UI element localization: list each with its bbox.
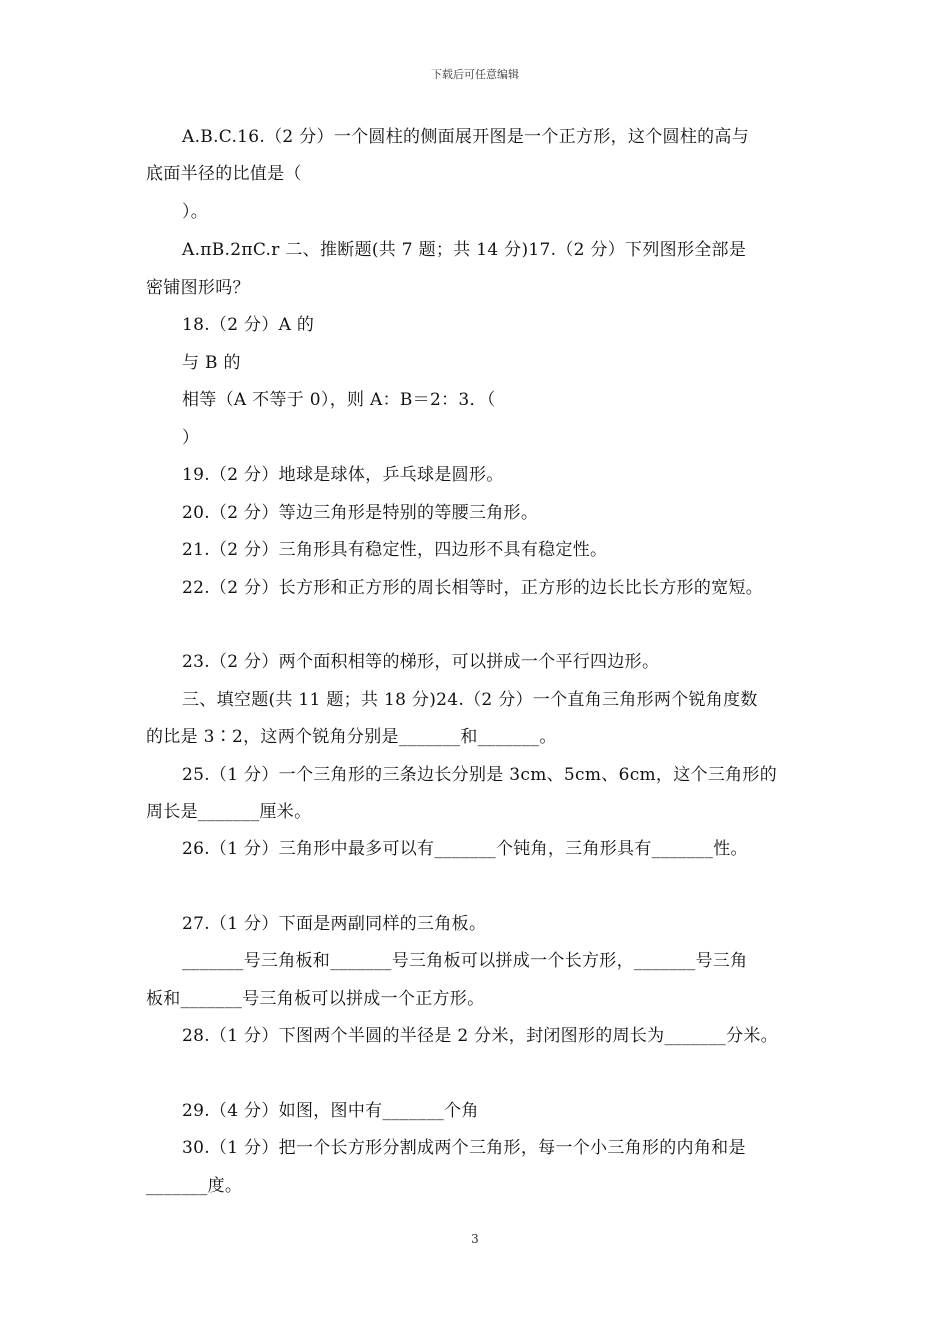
question-24-line-2: 的比是 3∶2，这两个锐角分别是_______和_______。	[146, 727, 557, 747]
question-18-line-1: 18.（2 分）A 的	[182, 315, 315, 335]
question-25-line-2: 周长是_______厘米。	[146, 802, 312, 822]
question-16-line-2: 底面半径的比值是（	[146, 164, 302, 184]
page-header: 下载后可任意编辑	[431, 68, 519, 81]
question-20: 20.（2 分）等边三角形是特别的等腰三角形。	[182, 503, 539, 523]
question-28: 28.（1 分）下图两个半圆的半径是 2 分米，封闭图形的周长为_______分米。	[182, 1026, 778, 1046]
question-22: 22.（2 分）长方形和正方形的周长相等时，正方形的边长比长方形的宽短。	[182, 578, 764, 598]
question-25-line-1: 25.（1 分）一个三角形的三条边长分别是 3cm、5cm、6cm，这个三角形的	[182, 765, 778, 785]
question-16-line-3: ）。	[182, 202, 209, 222]
question-16-line-1: A.B.C.16.（2 分）一个圆柱的侧面展开图是一个正方形，这个圆柱的高与	[182, 127, 750, 147]
question-18-line-2: 与 B 的	[182, 353, 241, 373]
question-19: 19.（2 分）地球是球体，乒乓球是圆形。	[182, 465, 504, 485]
question-17-line-2: 密铺图形吗？	[146, 278, 250, 298]
question-18-line-3: 相等（A 不等于 0），则 A：B＝2：3．（	[182, 390, 496, 410]
question-30-line-1: 30.（1 分）把一个长方形分割成两个三角形，每一个小三角形的内角和是	[182, 1138, 746, 1158]
question-27-line-3: 板和_______号三角板可以拼成一个正方形。	[146, 989, 485, 1009]
question-26: 26.（1 分）三角形中最多可以有_______个钝角，三角形具有_______性。	[182, 839, 748, 859]
question-30-line-2: _______度。	[146, 1176, 243, 1196]
question-27-line-2: _______号三角板和_______号三角板可以拼成一个长方形，_______号三角	[182, 951, 748, 971]
question-27-line-1: 27.（1 分）下面是两副同样的三角板。	[182, 914, 487, 934]
question-24-line-1: 三、填空题(共 11 题；共 18 分)24.（2 分）一个直角三角形两个锐角度数	[182, 690, 758, 710]
question-21: 21.（2 分）三角形具有稳定性，四边形不具有稳定性。	[182, 540, 608, 560]
question-17-line-1: A.πB.2πC.r 二、推断题(共 7 题；共 14 分)17.（2 分）下列图形全部是	[182, 240, 747, 260]
question-18-line-4: ）	[182, 428, 200, 448]
question-23: 23.（2 分）两个面积相等的梯形，可以拼成一个平行四边形。	[182, 652, 660, 672]
question-29: 29.（4 分）如图，图中有_______个角	[182, 1101, 479, 1121]
page-number: 3	[471, 1232, 479, 1246]
